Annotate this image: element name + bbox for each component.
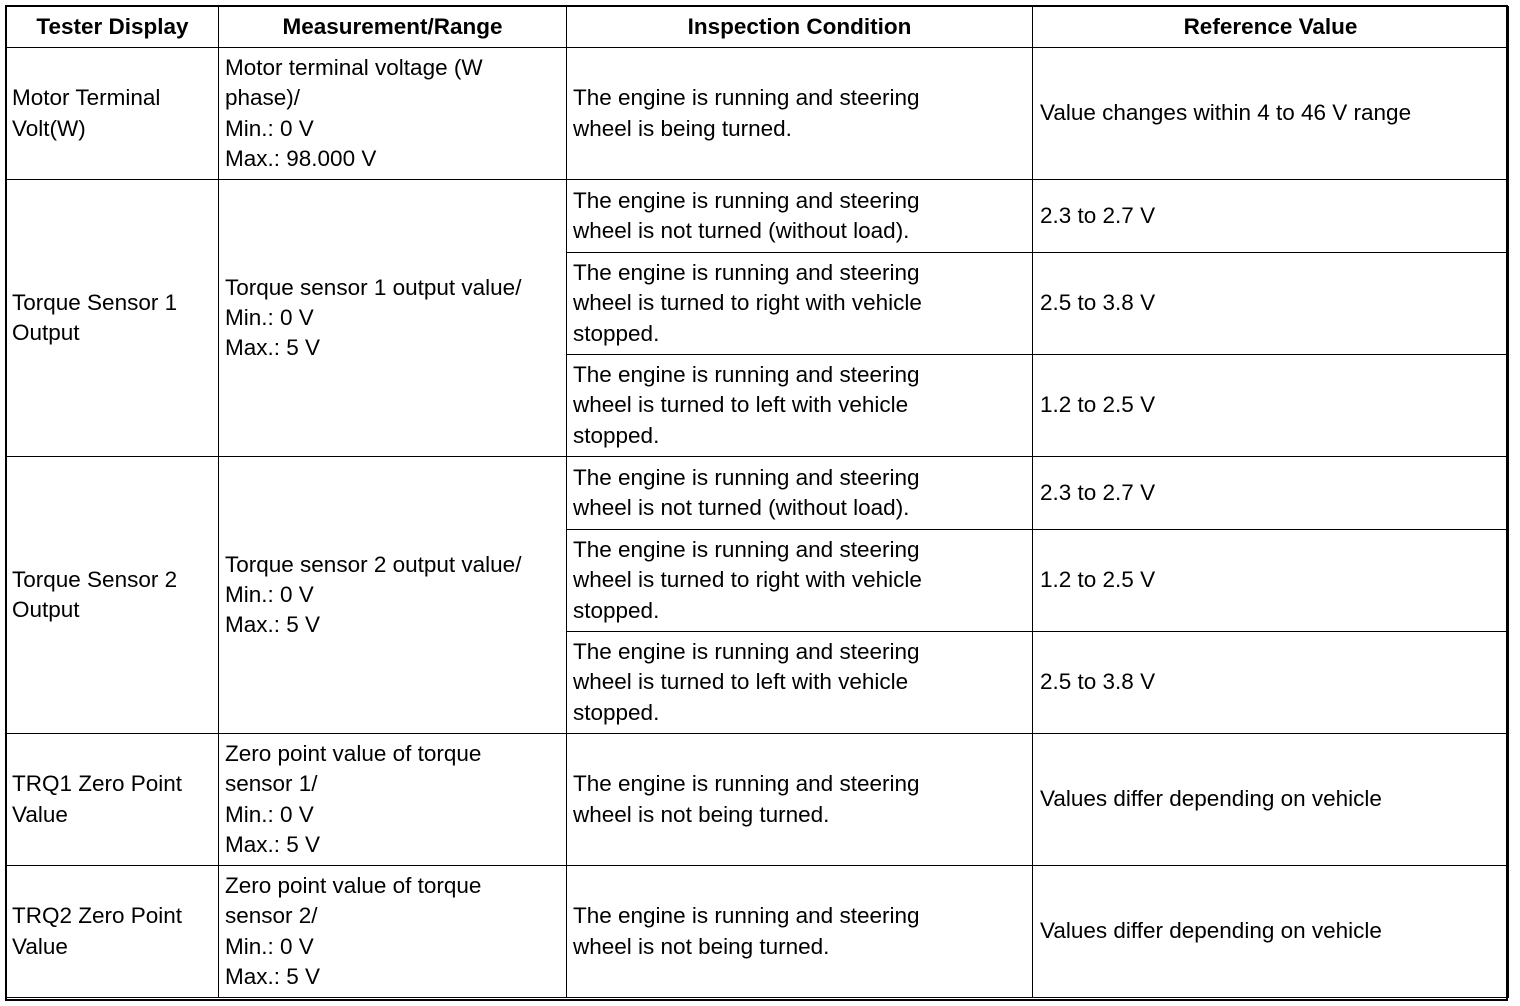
table-row: [7, 734, 1509, 866]
inspection-condition-text: wheel is being turned.: [573, 115, 792, 141]
measurement-range-cell: [219, 48, 567, 180]
tester-display-cell: [7, 48, 219, 180]
inspection-condition-cell: [567, 48, 1033, 180]
inspection-condition-text: wheel is turned to right with vehicle: [573, 290, 922, 316]
reference-value-text: Values differ depending on vehicle: [1040, 786, 1382, 812]
data-list-table: [6, 6, 1509, 998]
reference-value-text: Value changes within 4 to 46 V range: [1040, 100, 1412, 126]
header-measurement-range: Measurement/Range: [219, 7, 567, 48]
reference-value-text: 2.5 to 3.8 V: [1040, 669, 1156, 695]
header-inspection-condition: Inspection Condition: [567, 7, 1033, 48]
reference-value-cell: [1033, 734, 1509, 866]
measurement-range-text: Motor terminal voltage (W: [225, 55, 483, 81]
tester-display-text: TRQ2 Zero Point: [12, 903, 183, 929]
measurement-range-text: phase)/: [225, 85, 301, 111]
tester-display-cell: [7, 457, 219, 734]
inspection-condition-text: The engine is running and steering: [573, 639, 920, 665]
measurement-range-text: Zero point value of torque: [225, 741, 482, 767]
reference-value-text: 1.2 to 2.5 V: [1040, 567, 1156, 593]
measurement-range-text: Torque sensor 2 output value/: [225, 551, 522, 577]
measurement-range-text: sensor 2/: [225, 903, 318, 929]
table-header: [7, 7, 1509, 48]
table-row: [7, 48, 1509, 180]
inspection-condition-text: wheel is not being turned.: [573, 801, 830, 827]
tester-display-text: Volt(W): [12, 115, 86, 141]
tester-display-text: Value: [12, 801, 68, 827]
reference-value-cell: [1033, 457, 1509, 530]
measurement-range-text: Min.: 0 V: [225, 304, 314, 330]
inspection-condition-text: wheel is turned to right with vehicle: [573, 567, 922, 593]
tester-display-cell: [7, 734, 219, 866]
measurement-range-cell: [219, 180, 567, 457]
inspection-condition-cell: [567, 530, 1033, 632]
tester-display-cell: [7, 180, 219, 457]
inspection-condition-cell: [567, 734, 1033, 866]
inspection-condition-text: wheel is not turned (without load).: [573, 495, 910, 520]
measurement-range-text: Min.: 0 V: [225, 801, 314, 827]
inspection-condition-cell: [567, 180, 1033, 253]
inspection-condition-text: The engine is running and steering: [573, 187, 920, 213]
table-row: [7, 180, 1509, 253]
reference-value-text: 2.3 to 2.7 V: [1040, 202, 1156, 228]
reference-value-cell: [1033, 632, 1509, 734]
measurement-range-cell: [219, 734, 567, 866]
inspection-condition-text: The engine is running and steering: [573, 464, 920, 490]
inspection-condition-text: The engine is running and steering: [573, 362, 920, 388]
measurement-range-text: Max.: 5 V: [225, 831, 321, 857]
measurement-range-text: sensor 1/: [225, 771, 318, 797]
tester-display-text: TRQ1 Zero Point: [12, 771, 183, 797]
inspection-condition-cell: [567, 253, 1033, 355]
header-reference-value: Reference Value: [1033, 7, 1509, 48]
table-row: [7, 457, 1509, 530]
measurement-range-text: Torque sensor 1 output value/: [225, 274, 522, 300]
reference-value-cell: [1033, 530, 1509, 632]
inspection-condition-text: wheel is not turned (without load).: [573, 218, 910, 243]
reference-value-cell: [1033, 355, 1509, 457]
inspection-condition-text: The engine is running and steering: [573, 903, 920, 929]
tester-display-text: Value: [12, 933, 68, 959]
inspection-condition-cell: [567, 632, 1033, 734]
inspection-condition-text: stopped.: [573, 699, 660, 725]
tester-display-cell: [7, 866, 219, 998]
inspection-condition-cell: [567, 355, 1033, 457]
inspection-condition-text: The engine is running and steering: [573, 85, 920, 111]
reference-value-cell: [1033, 866, 1509, 998]
measurement-range-text: Zero point value of torque: [225, 873, 482, 899]
reference-value-cell: [1033, 253, 1509, 355]
header-row: [7, 7, 1509, 48]
measurement-range-cell: [219, 457, 567, 734]
reference-value-text: 2.5 to 3.8 V: [1040, 290, 1156, 316]
tester-display-text: Torque Sensor 1: [12, 289, 178, 315]
measurement-range-text: Max.: 5 V: [225, 963, 321, 989]
tester-display-text: Torque Sensor 2: [12, 566, 178, 592]
reference-value-text: 2.3 to 2.7 V: [1040, 479, 1156, 505]
measurement-range-text: Min.: 0 V: [225, 115, 314, 141]
table-body: [7, 48, 1509, 998]
reference-value-text: 1.2 to 2.5 V: [1040, 392, 1156, 418]
inspection-condition-text: The engine is running and steering: [573, 260, 920, 286]
tester-display-text: Output: [12, 597, 80, 622]
reference-value-cell: [1033, 48, 1509, 180]
inspection-condition-text: wheel is turned to left with vehicle: [573, 669, 909, 695]
measurement-range-text: Max.: 5 V: [225, 335, 321, 361]
inspection-condition-text: stopped.: [573, 320, 660, 346]
reference-value-text: Values differ depending on vehicle: [1040, 918, 1382, 944]
measurement-range-text: Min.: 0 V: [225, 933, 314, 959]
measurement-range-text: Min.: 0 V: [225, 581, 314, 607]
inspection-condition-text: stopped.: [573, 597, 660, 623]
inspection-condition-cell: [567, 866, 1033, 998]
inspection-condition-text: The engine is running and steering: [573, 537, 920, 563]
header-tester-display: Tester Display: [7, 7, 219, 48]
inspection-condition-text: wheel is not being turned.: [573, 933, 830, 959]
measurement-range-cell: [219, 866, 567, 998]
tester-display-text: Motor Terminal: [12, 85, 161, 111]
inspection-condition-cell: [567, 457, 1033, 530]
tester-display-text: Output: [12, 320, 80, 345]
measurement-range-text: Max.: 5 V: [225, 612, 321, 638]
inspection-condition-text: stopped.: [573, 422, 660, 448]
inspection-condition-text: wheel is turned to left with vehicle: [573, 392, 909, 418]
measurement-range-text: Max.: 98.000 V: [225, 145, 377, 171]
inspection-condition-text: The engine is running and steering: [573, 771, 920, 797]
reference-value-cell: [1033, 180, 1509, 253]
table-row: [7, 866, 1509, 998]
